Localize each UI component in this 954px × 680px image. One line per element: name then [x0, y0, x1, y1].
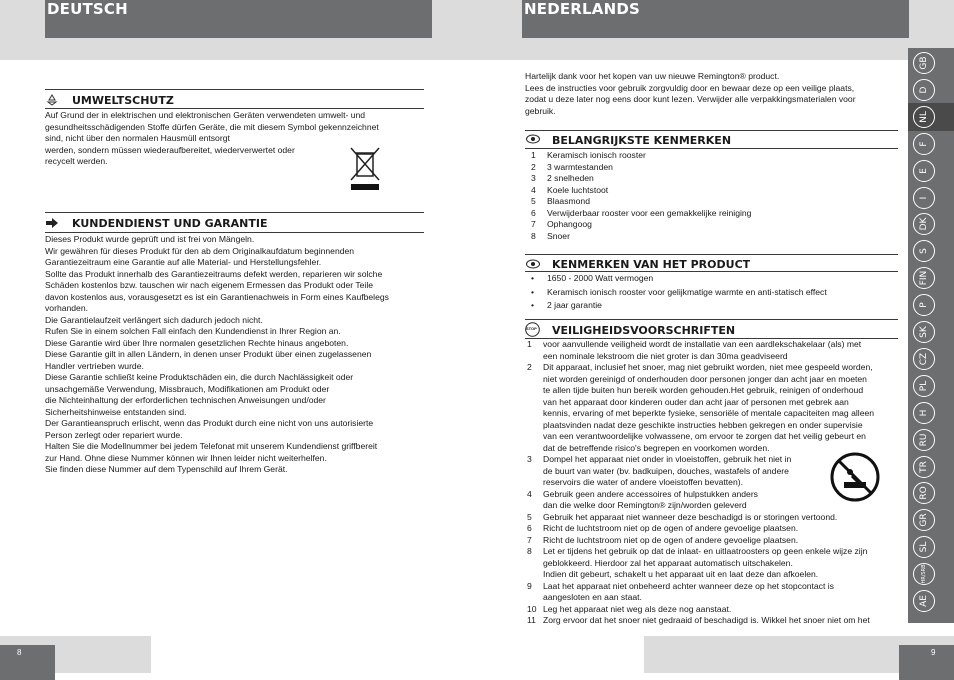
- language-tab-hr-srb[interactable]: HR/SRB: [913, 563, 935, 585]
- kundendienst-text: Dieses Produkt wurde geprüft und ist frei von Mängeln. Wir gewähren für dieses Produkt für den ab dem Originalkaufdatum beginnenden Garantiezeitraum eine Garantie auf alle Material- und Herstellungsfehler. Sollte das Produkt innerhalb des Garantiezeitraums defekt werden, reparieren wir solche Schäden kostenlos bzw. tauschen wir nach eigenem Ermessen das Produkt oder Teile davon kostenlos aus, vorausgesetzt es ist ein Garantienachweis in Form eines Kaufbelegs vorhanden. Die Garantielaufzeit verlängert sich dadurch jedoch nicht. Rufen Sie in einem solchen Fall einfach den Kundendienst in Ihrer Region an. Diese Garantie wird über Ihre normalen gesetzlichen Rechte hinaus angeboten. Diese Garantie gilt in allen Ländern, in denen unser Produkt über einen zugelassenen Handler vertrieben wurde. Diese Garantie schließt keine Produktschäden ein, die durch Nachlässigkeit oder unsachgemäße Verwendung, Missbrauch, Modifikationen am Produkt oder die Nichteinhaltung der erforderlichen technischen Anweisungen und/oder Sicherheitshinweise entstanden sind. Der Garantieanspruch erlischt, wenn das Produkt durch eine nicht von uns autorisierte Person zerlegt oder repariert wurde. Halten Sie die Modellnummer bei jedem Telefonat mit unserem Kundendienst griffbereit zur Hand. Ohne diese Nummer können wir Ihnen leider nicht weiterhelfen. Sie finden diese Nummer auf dem Typenschild auf Ihrem Gerät.: [45, 234, 389, 474]
- no-water-icon: [830, 452, 880, 502]
- language-tab-h[interactable]: H: [913, 402, 935, 424]
- section-title-veiligheid: VEILIGHEIDSVOORSCHRIFTEN: [552, 324, 736, 337]
- language-tab-pl[interactable]: PL: [913, 375, 935, 397]
- language-tab-gr[interactable]: GR: [913, 509, 935, 531]
- rule-kundendienst-top: [45, 212, 424, 213]
- recycle-icon: [46, 94, 58, 106]
- language-tab-f[interactable]: F: [913, 133, 935, 155]
- list-item: • Keramisch ionisch rooster voor gelijkmatige warmte en anti-statisch effect: [531, 286, 827, 297]
- list-item: 4 Koele luchtstoot: [531, 184, 609, 195]
- section-title-product: KENMERKEN VAN HET PRODUCT: [552, 258, 751, 271]
- language-tab-s[interactable]: S: [913, 240, 935, 262]
- list-item: • 1650 - 2000 Watt vermogen: [531, 273, 654, 283]
- list-item: 5 Blaasmond: [531, 196, 590, 206]
- list-item: • 2 jaar garantie: [531, 300, 602, 310]
- language-tab-ae[interactable]: AE: [913, 590, 935, 612]
- rule-kenmerken-bottom: [525, 148, 898, 149]
- language-tab-p[interactable]: P: [913, 294, 935, 316]
- page-number-right: 9: [899, 645, 954, 680]
- header-nederlands: NEDERLANDS: [522, 0, 909, 38]
- section-title-umweltschutz: UMWELTSCHUTZ: [72, 94, 174, 107]
- eye-icon: [526, 134, 540, 144]
- language-tab-nl[interactable]: NL: [913, 106, 935, 128]
- rule-product-top: [525, 254, 898, 255]
- list-item: 6 Verwijderbaar rooster voor een gemakkelijke reiniging: [531, 207, 752, 218]
- arrow-right-icon: [46, 218, 58, 228]
- rule-umwelt-bottom: [45, 108, 424, 109]
- crossed-bin-icon: [347, 144, 383, 192]
- list-item: 1 Keramisch ionisch rooster: [531, 150, 646, 160]
- rule-umwelt-top: [45, 89, 424, 90]
- list-item: 8 Snoer: [531, 230, 570, 241]
- section-title-kundendienst: KUNDENDIENST UND GARANTIE: [72, 217, 268, 230]
- language-tab-dk[interactable]: DK: [913, 213, 935, 235]
- intro-text: Hartelijk dank voor het kopen van uw nieuwe Remington® product. Lees de instructies voor gebruik zorgvuldig door en bewaar deze op een veilige plaats, zodat u deze later nog eens door kunt lezen. Verwijder alle verpakkingsmaterialen voor gebruik.: [525, 71, 856, 116]
- rule-veiligheid-top: [525, 319, 898, 320]
- list-item: 2 3 warmtestanden: [531, 161, 613, 172]
- eye-icon: [526, 259, 540, 269]
- language-tab-d[interactable]: D: [913, 79, 935, 101]
- header-deutsch: DEUTSCH: [45, 0, 432, 38]
- product-list: [531, 273, 827, 312]
- language-tab-gb[interactable]: GB: [913, 52, 935, 74]
- language-tab-sk[interactable]: SK: [913, 321, 935, 343]
- language-tab-ro[interactable]: RO: [913, 482, 935, 504]
- language-tab-cz[interactable]: CZ: [913, 348, 935, 370]
- language-tab-e[interactable]: E: [913, 160, 935, 182]
- list-item: 3 2 snelheden: [531, 173, 594, 183]
- list-item: 7 Ophangoog: [531, 219, 592, 229]
- stop-icon: STOP: [525, 322, 540, 337]
- kenmerken-list: [531, 150, 751, 242]
- rule-kenmerken-top: [525, 130, 898, 131]
- rule-product-bottom: [525, 271, 898, 272]
- veiligheid-list: 1 voor aanvullende veiligheid wordt de installatie van een aardlekschakelaar (als) met een nominale lekstroom die niet groter is dan 30ma geadviseerd 2 Dit apparaat, inclusief het snoer, mag niet gebruikt worden, niet mee gespeeld worden, niet worden gereinigd of onderhouden door personen jonger dan acht jaar en moeten te allen tijde buiten hun bereik worden gehouden.Het gebruik, reinigen of onderhoud van het apparaat door kinderen ouder dan acht jaar of personen met gebrek aan kennis, ervaring of met beperkte fysieke, sensoriële of mentale capaciteiten mag alleen plaatsvinden nadat deze geschikte instructies hebben gekregen en onder supervisie van een verantwoordelijke volwassene, om ervoor te zorgen dat het veilig gebeurt en dat de betreffende risico's begrepen en voorkomen worden. 3 Dompel het apparaat niet onder in vloeistoffen, gebruik het niet in de buurt van water (bv. badkuipen, douches, wastafels of andere reservoirs die water of andere vloeistoffen bevatten). 4 Gebruik geen andere accessoires of hulpstukken anders dan die welke door Remington® zijn/worden geleverd 5 Gebruik het apparaat niet wanneer deze beschadigd is or storingen vertoond. 6 Richt de luchtstroom niet op de ogen of andere gevoelige plaatsen. 7 Richt de luchtstroom niet op de ogen of andere gevoelige plaatsen. 8 Let er tijdens het gebruik op dat de inlaat- en uitlaatroosters op geen enkele wijze zijn geblokkeerd. Hierdoor zal het apparaat automatisch uitschakelen. Indien dit gebeurt, schakelt u het apparaat uit en laat deze dan afkoelen. 9 Laat het apparaat niet onbeheerd achter wanneer deze op het stopcontact is aangesloten en aan staat. 10 Leg het apparaat niet weg als deze nog aanstaat. 11 Zorg ervoor dat het snoer niet gedraaid of beschadigd is. Wikkel het snoer niet om het: [527, 339, 875, 625]
- language-tab-fin[interactable]: FIN: [913, 267, 935, 289]
- language-tab-ru[interactable]: RU: [913, 429, 935, 451]
- umwelt-text: Auf Grund der in elektrischen und elektronischen Geräten verwendeten umwelt- und gesundheitsschädigenden Stoffe dürfen Geräte, die mit diesem Symbol gekennzeichnet sind, nicht über den normalen Hausmüll entsorgt werden, sondern müssen wiederaufbereitet, wiederverwertet oder recycelt werden.: [45, 110, 379, 166]
- language-tab-tr[interactable]: TR: [913, 456, 935, 478]
- section-title-kenmerken: BELANGRIJKSTE KENMERKEN: [552, 134, 732, 147]
- page-number-left: 8: [0, 645, 55, 680]
- language-tab-i[interactable]: I: [913, 187, 935, 209]
- language-tab-sl[interactable]: SL: [913, 536, 935, 558]
- rule-kundendienst-bottom: [45, 232, 424, 233]
